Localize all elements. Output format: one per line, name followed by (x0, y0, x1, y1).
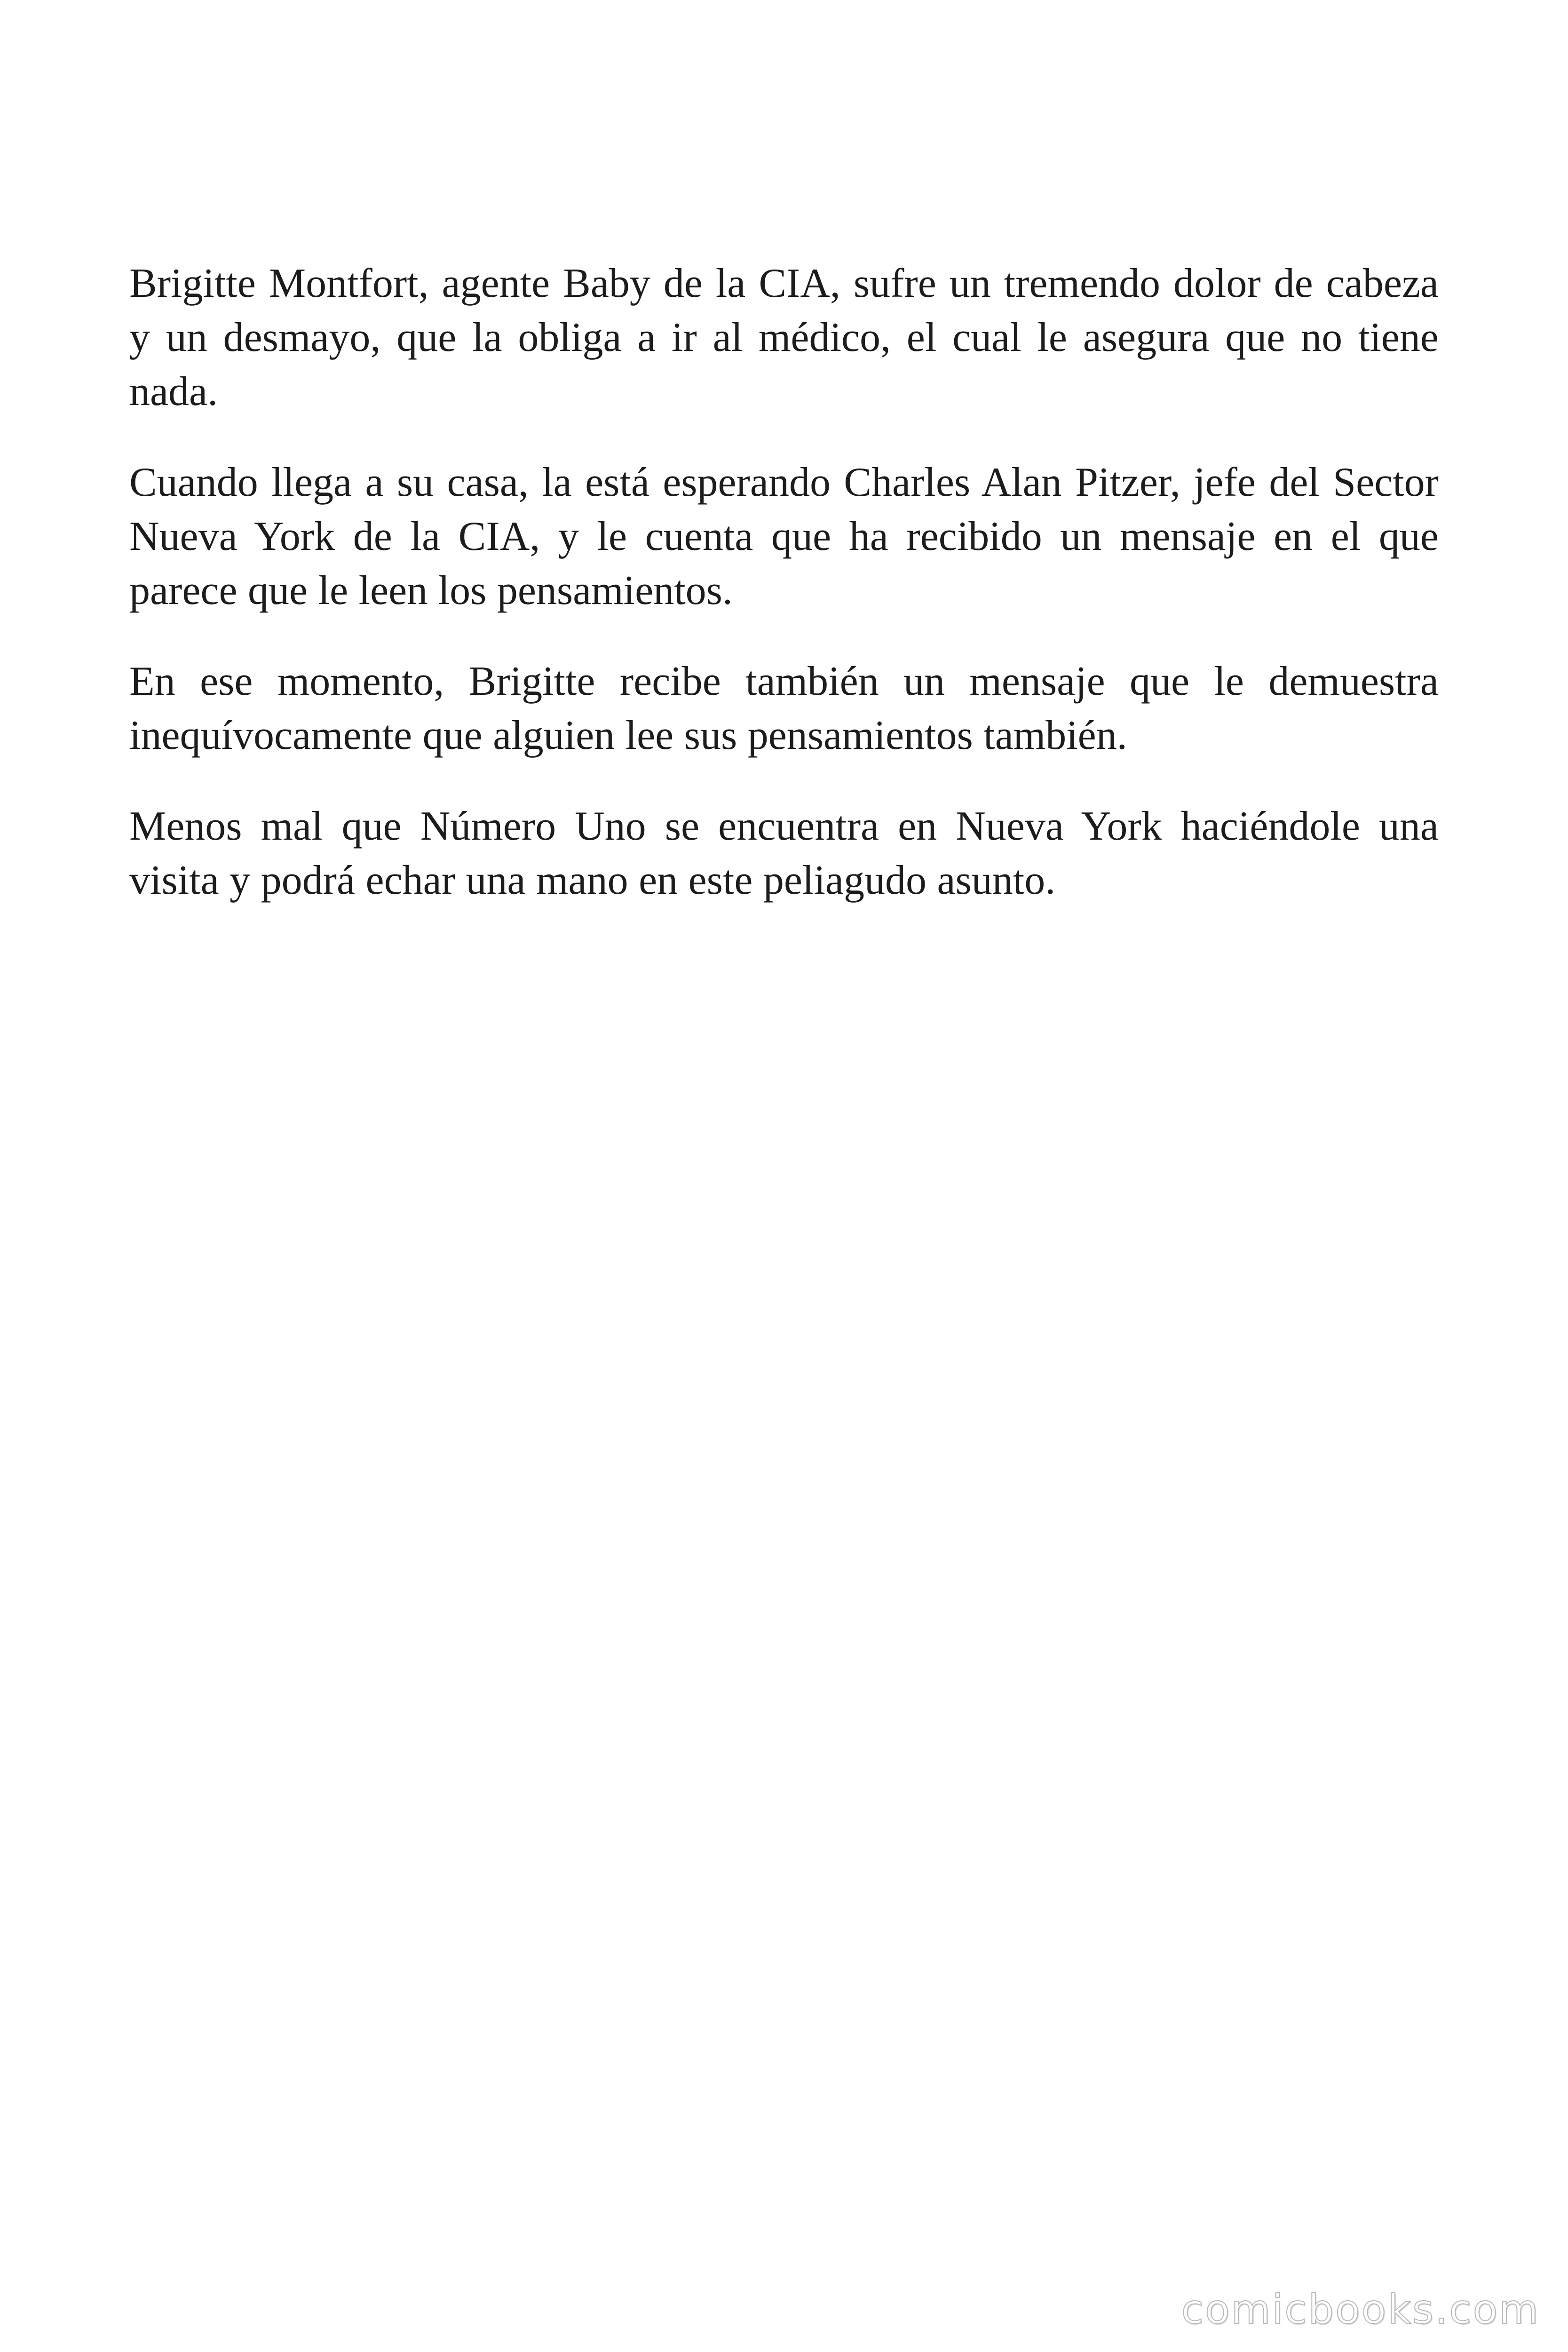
paragraph-2: Cuando llega a su casa, la está esperando Charles Alan Pitzer, jefe del Sector Nueva York de la CIA, y le cuenta que ha recibido un mensaje en el que parece que le leen los pensamientos. (129, 460, 1439, 613)
paragraph-1: Brigitte Montfort, agente Baby de la CIA, sufre un tremendo dolor de cabeza y un desmayo, que la obliga a ir al médico, el cual le asegura que no tiene nada. (129, 261, 1439, 414)
synopsis-text (129, 256, 1439, 944)
paragraph-4: Menos mal que Número Uno se encuentra en Nueva York haciéndole una visita y podrá echar una mano en este peliagudo asunto. (129, 803, 1439, 903)
watermark: comicbooks.com (1181, 2286, 1540, 2333)
paragraph-3: En ese momento, Brigitte recibe también un mensaje que le demuestra inequívocamente que alguien lee sus pensamientos también. (129, 659, 1439, 758)
